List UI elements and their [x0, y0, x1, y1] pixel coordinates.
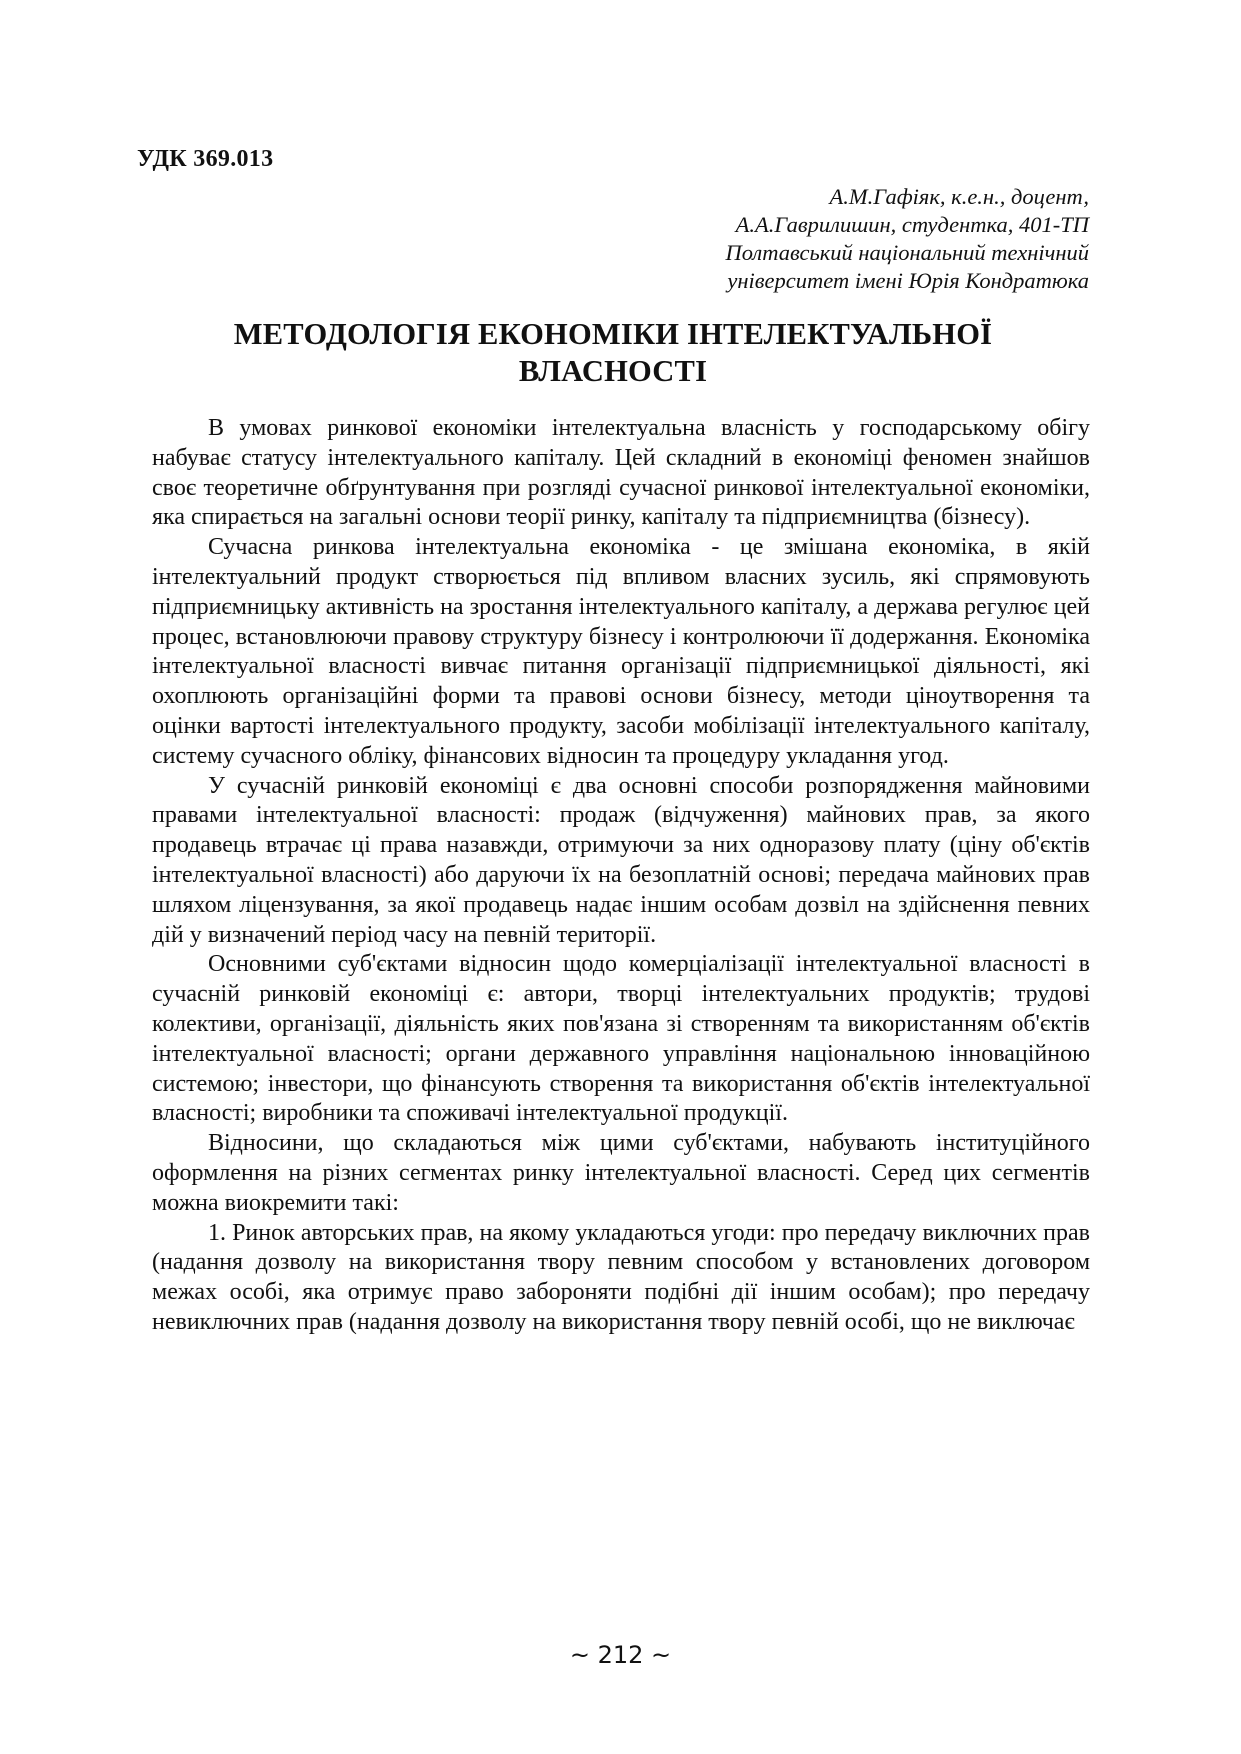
body-paragraph: В умовах ринкової економіки інтелектуальна власність у господарському обігу набуває статусу інтелектуального капіталу. Цей складний в економіці феномен знайшов своє теоретичне обґрунтування при розгляді сучасної ринкової інтелектуальної економіки, яка спирається на загальні основи теорії ринку, капіталу та підприємництва (бізнесу). — [152, 415, 1090, 531]
page-number: ~ 212 ~ — [569, 1641, 672, 1669]
article-title-line: МЕТОДОЛОГІЯ ЕКОНОМІКИ ІНТЕЛЕКТУАЛЬНОЇ — [233, 317, 993, 351]
article-title — [137, 316, 1089, 390]
body-paragraph: Сучасна ринкова інтелектуальна економіка - це змішана економіка, в якій інтелектуальний продукт створюється під впливом власних зусиль, які спрямовують підприємницьку активність на зростання інтелектуального капіталу, а держава регулює цей процес, встановлюючи правову структуру бізнесу і контролюючи її додержання. Економіка інтелектуальної власності вивчає питання організації підприємницької діяльності, які охоплюють організаційні форми та правові основи бізнесу, методи ціноутворення та оцінки вартості інтелектуального продукту, засоби мобілізації інтелектуального капіталу, систему сучасного обліку, фінансових відносин та процедуру укладання угод. — [152, 534, 1090, 769]
author-block — [725, 183, 1089, 295]
article-body — [152, 414, 1090, 1338]
udk-code: УДК 369.013 — [137, 146, 274, 172]
body-paragraph: Основними суб'єктами відносин щодо комерціалізації інтелектуальної власності в сучасній ринковій економіці є: автори, творці інтелектуальних продуктів; трудові колективи, організації, діяльність яких пов'язана зі створенням та використанням об'єктів інтелектуальної власності; органи державного управління національною інноваційною системою; інвестори, що фінансують створення та використання об'єктів інтелектуальної власності; виробники та споживачі інтелектуальної продукції. — [152, 951, 1090, 1127]
affiliation-line: університет імені Юрія Кондратюка — [727, 268, 1089, 293]
body-paragraph: Відносини, що складаються між цими суб'єктами, набувають інституційного оформлення на різних сегментах ринку інтелектуальної власності. Серед цих сегментів можна виокремити такі: — [152, 1130, 1090, 1216]
author-line: А.М.Гафіяк, к.е.н., доцент, — [829, 184, 1089, 209]
author-line: А.А.Гаврилишин, студентка, 401-ТП — [735, 212, 1089, 237]
article-title-line: ВЛАСНОСТІ — [518, 354, 708, 388]
body-paragraph: 1. Ринок авторських прав, на якому укладаються угоди: про передачу виключних прав (надання дозволу на використання твору певним способом у встановлених договором межах особі, яка отримує право забороняти подібні дії іншим особам); про передачу невиключних прав (надання дозволу на використання твору певній особі, що не виключає — [152, 1219, 1090, 1335]
affiliation-line: Полтавський національний технічний — [725, 240, 1089, 265]
body-paragraph: У сучасній ринковій економіці є два основні способи розпорядження майновими правами інтелектуальної власності: продаж (відчуження) майнових прав, за якого продавець втрачає ці права назавжди, отримуючи за них одноразову плату (ціну об'єктів інтелектуальної власності) або даруючи їх на безоплатній основі; передача майнових прав шляхом ліцензування, за якої продавець надає іншим особам дозвіл на здійснення певних дій у визначений період часу на певній території. — [152, 772, 1090, 948]
